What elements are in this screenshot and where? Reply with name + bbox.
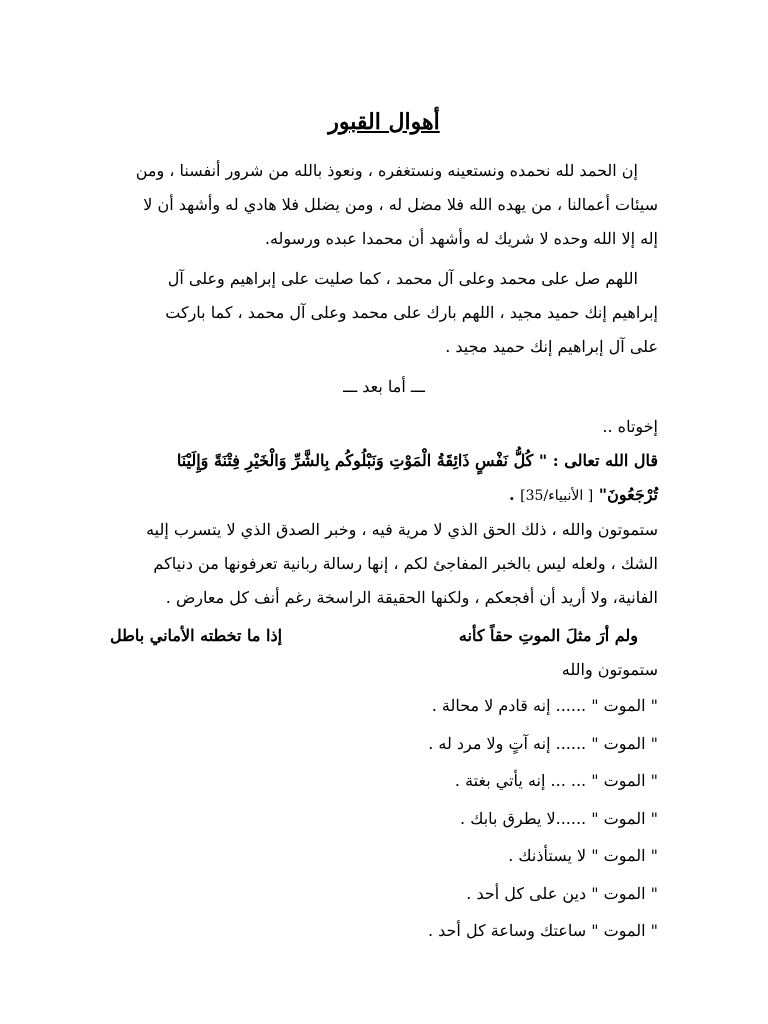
poem-verse (110, 619, 658, 653)
list-item: " الموت " لا يستأذنك . (508, 846, 658, 865)
text-line: على آل إبراهيم إنك حميد مجيد . (445, 337, 658, 356)
text-line: سيئات أعمالنا ، من يهده الله فلا مضل له ، ومن يضلل فلا هادي له وأشهد أن لا (143, 195, 658, 214)
amma-baad-heading: ـــ أما بعد ـــ (343, 377, 425, 396)
verse-reference: [ الأنبياء/35] (520, 488, 594, 504)
poem-first-half: ولم أرَ مثلَ الموتِ حقاً كأنه (458, 626, 638, 645)
page-title: أهوال القبور (328, 109, 440, 135)
body-paragraph (110, 513, 658, 615)
death-list (110, 687, 658, 950)
list-item: " الموت " ساعتك وساعة كل أحد . (427, 921, 658, 940)
text-line: ستموتون والله ، ذلك الحق الذي لا مرية فيه ، وخبر الصدق الذي لا يتسرب إليه (146, 520, 658, 539)
quran-verse (110, 444, 658, 513)
list-item: " الموت " ... ... إنه يأتي بغتة . (454, 771, 658, 790)
opening-paragraph-1 (110, 154, 658, 256)
text-line: إن الحمد لله نحمده ونستعينه ونستغفره ، ونعوذ بالله من شرور أنفسنا ، ومن (135, 161, 638, 180)
verse-period: . (509, 485, 515, 504)
brothers-line: إخوتاه .. (602, 417, 658, 436)
text-line: اللهم صل على محمد وعلى آل محمد ، كما صليت على إبراهيم وعلى آل (167, 269, 638, 288)
verse-line-2 (110, 478, 658, 513)
text-line: إبراهيم إنك حميد مجيد ، اللهم بارك على محمد وعلى آل محمد ، كما باركت (165, 303, 658, 322)
list-item: " الموت " ......لا يطرق بابك . (460, 808, 658, 828)
text-line: الفانية، ولا أريد أن أفجعكم ، ولكنها الحقيقة الراسخة رغم أنف كل معارض . (165, 588, 658, 607)
list-item: " الموت " ...... إنه آتٍ ولا مرد له . (428, 733, 658, 753)
list-item: " الموت " ...... إنه قادم لا محالة . (431, 696, 658, 715)
text-line: الشك ، ولعله ليس بالخبر المفاجئ لكم ، إنها رسالة ربانية تعرفونها من دنياكم (153, 554, 658, 573)
verse-line-1: قال الله تعالى : " كُلُّ نَفْسٍ ذَائِقَةُ الْمَوْتِ وَنَبْلُوكُم بِالشَّرِّ وَالْخَيْرِ فِتْنَةً وَإِلَيْنَا (176, 451, 658, 470)
you-will-die-line: ستموتون والله (561, 660, 658, 679)
text-line: إله إلا الله وحده لا شريك له وأشهد أن محمدا عبده ورسوله. (264, 229, 658, 248)
opening-paragraph-2 (110, 262, 658, 364)
list-item: " الموت " دين على كل أحد . (466, 883, 658, 903)
poem-second-half: إذا ما تخطته الأماني باطل (110, 626, 283, 645)
verse-ending: تُرْجَعُونَ" (598, 485, 658, 504)
